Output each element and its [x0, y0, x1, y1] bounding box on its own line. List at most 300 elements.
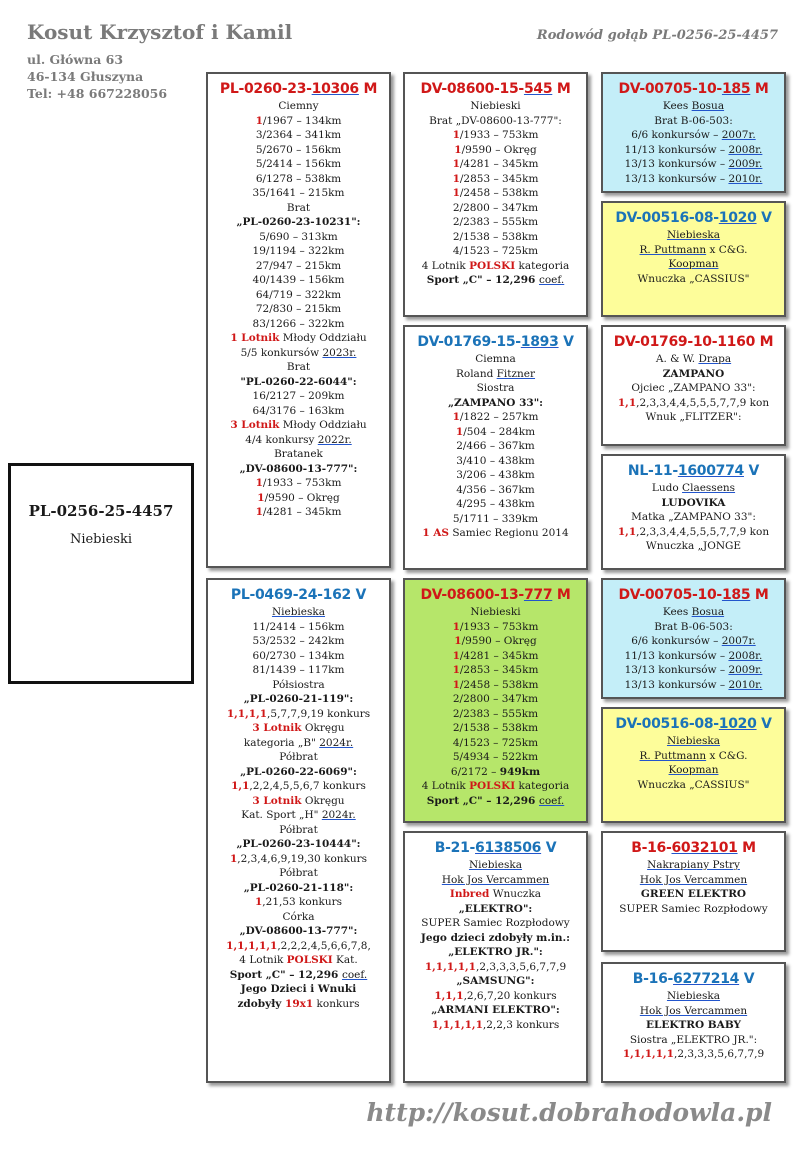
- box-ring: DV-00516-08-1020 V: [615, 210, 772, 226]
- line-segment: 3 Lotnik: [230, 419, 280, 431]
- line-segment: /2458 – 538km: [459, 187, 539, 199]
- line-segment: /1933 – 753km: [459, 620, 539, 633]
- box-ring: DV-00705-10-185 M: [618, 587, 769, 603]
- line-segment: Córka: [282, 910, 315, 923]
- box-line: [208, 157, 389, 172]
- box-line: [208, 331, 389, 346]
- box-line: [405, 497, 586, 512]
- box-ring: PL-0260-23-10306 M: [219, 81, 378, 97]
- line-segment: Matka „ZAMPANO 33":: [631, 511, 756, 523]
- line-segment: Sport „C" – 12,296: [426, 274, 539, 286]
- box-line: [405, 902, 586, 917]
- line-segment: A. & W.: [655, 353, 699, 365]
- box-line: [405, 1003, 586, 1018]
- line-segment: Niebieski: [470, 100, 521, 112]
- line-segment: Brat: [654, 114, 681, 127]
- box-line: [603, 496, 784, 511]
- box-line: [603, 663, 784, 678]
- mm-box: [403, 831, 588, 1083]
- line-segment: 1: [452, 129, 460, 141]
- line-segment: "PL-0260-22-6044":: [240, 375, 357, 388]
- line-segment: 1,1,1: [434, 989, 464, 1002]
- box-line: [208, 259, 389, 274]
- line-segment: /9590 – Okręg: [461, 635, 537, 647]
- box-line: [405, 663, 586, 678]
- line-segment: 53/2532 – 242km: [252, 635, 345, 647]
- box-line: [603, 649, 784, 664]
- line-segment: ,2,2,3 konkurs: [482, 1018, 560, 1031]
- box-line: [603, 272, 784, 287]
- line-segment: 3 Lotnik: [252, 722, 302, 734]
- line-segment: 2/2800 – 347km: [452, 693, 539, 705]
- line-segment: 1 AS: [422, 527, 450, 539]
- box-line: [603, 634, 784, 649]
- line-segment: /1822 – 257km: [459, 411, 539, 423]
- line-segment: 1,1: [617, 525, 637, 538]
- line-segment: 1,1: [231, 780, 250, 792]
- box-line: [208, 375, 389, 390]
- line-segment: kategoria „B": [243, 736, 320, 749]
- line-segment: „DV-08600-13-777":: [239, 462, 358, 475]
- box-line: [405, 974, 586, 989]
- line-segment: 2009r.: [728, 664, 763, 676]
- line-segment: Koopman: [668, 764, 719, 776]
- line-segment: 4/4 konkursy: [245, 433, 318, 446]
- box-line: [603, 678, 784, 693]
- box-line: [208, 620, 389, 635]
- line-segment: kategoria: [515, 259, 570, 272]
- line-segment: 40/1439 – 156km: [252, 274, 345, 286]
- box-line: [208, 939, 389, 954]
- box-line: [405, 634, 586, 649]
- box-ring: DV-01769-15-1893 V: [417, 334, 574, 350]
- line-segment: Wnuczka „JONGE: [645, 540, 742, 552]
- box-line: [208, 881, 389, 896]
- box-line: [405, 352, 586, 367]
- box-line: [405, 201, 586, 216]
- box-line: [208, 418, 389, 433]
- website-link[interactable]: http://kosut.dobrahodowla.pl: [366, 1098, 772, 1127]
- line-segment: 1: [254, 896, 263, 908]
- box-line: [405, 425, 586, 440]
- box-line: [405, 259, 586, 274]
- box-line: [603, 172, 784, 187]
- mfm-box: [601, 707, 786, 823]
- line-segment: ,21,53 konkurs: [262, 896, 343, 908]
- line-segment: 4/356 – 367km: [456, 483, 535, 496]
- line-segment: Kat.: [332, 954, 358, 966]
- box-line: [405, 605, 586, 620]
- line-segment: Okręgu: [301, 722, 345, 734]
- line-segment: /4281 – 345km: [459, 649, 539, 662]
- line-segment: Koopman: [668, 258, 719, 270]
- line-segment: Wnuczka „CASSIUS": [637, 778, 750, 791]
- line-segment: „ZAMPANO 33":: [447, 396, 544, 409]
- box-line: [208, 230, 389, 245]
- box-line: [208, 215, 389, 230]
- box-line: [208, 447, 389, 462]
- line-segment: /1967 – 134km: [262, 114, 342, 127]
- line-segment: Brat: [286, 361, 311, 373]
- line-segment: 5/4934 – 522km: [452, 751, 539, 763]
- line-segment: coef.: [341, 968, 368, 981]
- line-segment: 1: [452, 678, 460, 691]
- box-line: [405, 692, 586, 707]
- box-line: [405, 114, 586, 129]
- box-line: [603, 396, 784, 411]
- line-segment: Jego Dzieci i Wnuki: [240, 983, 357, 995]
- line-segment: 4 Lotnik: [239, 954, 287, 966]
- box-line: [603, 778, 784, 793]
- line-segment: 2024r.: [321, 809, 356, 821]
- line-segment: 2009r.: [728, 158, 763, 170]
- line-segment: „PL-0260-23-10231":: [236, 216, 361, 228]
- line-segment: 2007r.: [721, 129, 756, 141]
- box-line: [405, 916, 586, 931]
- line-segment: 2008r.: [728, 143, 763, 156]
- box-line: [208, 707, 389, 722]
- line-segment: 1: [452, 664, 460, 676]
- box-ring: DV-00516-08-1020 V: [615, 716, 772, 732]
- line-segment: Kees: [662, 100, 692, 112]
- box-line: [603, 858, 784, 873]
- box-line: [405, 873, 586, 888]
- line-segment: ,2,2,2,4,5,6,6,7,8,: [277, 939, 371, 952]
- line-segment: „PL-0260-21-118":: [243, 881, 354, 894]
- line-segment: Siostra: [476, 382, 515, 394]
- line-segment: Claessens: [682, 482, 736, 494]
- line-segment: /4281 – 345km: [262, 506, 342, 518]
- box-line: [405, 99, 586, 114]
- box-line: [208, 866, 389, 881]
- box-line: [405, 887, 586, 902]
- box-line: [405, 721, 586, 736]
- box-line: [405, 779, 586, 794]
- line-segment: „SAMSUNG":: [456, 975, 535, 987]
- box-ring: B-16-6277214 V: [632, 971, 755, 987]
- line-segment: 1,1,1,1,1: [622, 1048, 674, 1060]
- line-segment: 1: [255, 477, 263, 489]
- line-segment: „ELEKTRO":: [458, 902, 533, 915]
- box-line: [405, 230, 586, 245]
- box-line: [603, 749, 784, 764]
- box-line: [405, 794, 586, 809]
- box-line: [208, 808, 389, 823]
- line-segment: Wnuczka „CASSIUS": [637, 272, 750, 285]
- box-line: [208, 346, 389, 361]
- line-segment: 1: [255, 506, 263, 518]
- line-segment: Półbrat: [279, 823, 318, 836]
- line-segment: /2458 – 538km: [459, 678, 539, 691]
- box-line: [208, 186, 389, 201]
- owner-name: Kosut Krzysztof i Kamil: [27, 20, 293, 44]
- mf-box: [403, 578, 588, 823]
- line-segment: ,2,3,3,3,5,6,7,7,9: [475, 960, 567, 973]
- box-line: [208, 433, 389, 448]
- line-segment: 11/13 konkursów –: [624, 649, 729, 662]
- box-line: [208, 634, 389, 649]
- box-line: [208, 302, 389, 317]
- line-segment: 13/13 konkursów –: [624, 158, 729, 170]
- box-line: [603, 873, 784, 888]
- line-segment: ZAMPANO: [662, 367, 725, 380]
- line-segment: 1,1: [617, 396, 637, 409]
- box-line: [405, 396, 586, 411]
- line-segment: ,2,3,3,4,4,5,5,5,7,7,9 kon: [636, 525, 770, 538]
- box-line: [603, 99, 784, 114]
- box-ring: DV-08600-13-777 M: [420, 587, 571, 603]
- box-line: [208, 692, 389, 707]
- line-segment: Bosua: [691, 100, 725, 112]
- box-line: [208, 663, 389, 678]
- box-line: [405, 172, 586, 187]
- line-segment: ,5,7,7,9,19 konkurs: [267, 707, 371, 720]
- line-segment: 6/6 konkursów –: [631, 129, 722, 141]
- box-line: [603, 1047, 784, 1062]
- line-segment: „PL-0260-21-119":: [243, 693, 354, 705]
- line-segment: Ojciec „ZAMPANO 33":: [631, 382, 756, 394]
- line-segment: 1: [255, 114, 263, 127]
- subject-ring: PL-0256-25-4457: [28, 502, 174, 520]
- line-segment: 5/690 – 313km: [259, 230, 338, 243]
- line-segment: 1,1,1,1: [226, 707, 268, 720]
- box-line: [208, 244, 389, 259]
- line-segment: 60/2730 – 134km: [252, 649, 345, 662]
- line-segment: /504 – 284km: [463, 425, 536, 438]
- line-segment: Ciemna: [475, 353, 516, 365]
- line-segment: coef.: [538, 274, 565, 286]
- box-line: [405, 1018, 586, 1033]
- line-segment: 5/2414 – 156km: [255, 158, 342, 170]
- box-line: [405, 526, 586, 541]
- line-segment: Niebieski: [470, 606, 521, 618]
- line-segment: 1: [454, 635, 462, 647]
- line-segment: 2022r.: [317, 433, 352, 446]
- box-line: [208, 794, 389, 809]
- line-segment: GREEN ELEKTRO: [640, 888, 747, 900]
- box-line: [208, 837, 389, 852]
- line-segment: 2024r.: [319, 736, 354, 749]
- box-line: [208, 288, 389, 303]
- line-segment: B-06-503:: [680, 114, 733, 127]
- box-line: [603, 620, 784, 635]
- line-segment: „ARMANI ELEKTRO":: [431, 1004, 560, 1016]
- box-line: [405, 945, 586, 960]
- box-line: [405, 273, 586, 288]
- line-segment: 2010r.: [728, 678, 763, 691]
- line-segment: „PL-0260-22-6069":: [240, 765, 357, 778]
- line-segment: 5/1711 – 339km: [452, 512, 539, 525]
- line-segment: /4281 – 345km: [459, 158, 539, 170]
- line-segment: konkurs: [313, 997, 360, 1010]
- line-segment: 35/1641 – 215km: [252, 187, 345, 199]
- box-line: [208, 852, 389, 867]
- box-ring: DV-08600-15-545 M: [420, 81, 571, 97]
- line-segment: 5/5 konkursów: [240, 346, 323, 359]
- box-line: [405, 381, 586, 396]
- box-line: [405, 215, 586, 230]
- mff-box: [601, 578, 786, 699]
- box-line: [405, 157, 586, 172]
- line-segment: /2853 – 345km: [459, 664, 539, 676]
- line-segment: Sport „C" – 12,296: [426, 794, 539, 807]
- line-segment: 2/2383 – 555km: [452, 216, 539, 228]
- box-line: [405, 367, 586, 382]
- box-ring: DV-00705-10-185 M: [618, 81, 769, 97]
- box-line: [405, 483, 586, 498]
- line-segment: 4 Lotnik: [421, 259, 470, 272]
- line-segment: 5/2670 – 156km: [255, 143, 342, 156]
- line-segment: ,2,3,4,6,9,19,30 konkurs: [237, 852, 368, 865]
- box-line: [405, 410, 586, 425]
- line-segment: 72/830 – 215km: [255, 303, 342, 315]
- line-segment: Samiec Regionu 2014: [449, 527, 569, 539]
- line-segment: SUPER Samiec Rozpłodowy: [619, 902, 768, 915]
- line-segment: Hok Jos Vercammen: [441, 873, 550, 886]
- line-segment: 2/2383 – 555km: [452, 707, 539, 720]
- box-ring: PL-0469-24-162 V: [230, 587, 367, 603]
- line-segment: 1: [452, 411, 460, 423]
- line-segment: x C&G.: [706, 243, 748, 256]
- line-segment: Brat: [286, 201, 311, 214]
- line-segment: 2/1538 – 538km: [452, 722, 539, 734]
- line-segment: Siostra „ELEKTRO JR.":: [629, 1033, 758, 1046]
- line-segment: Roland: [455, 367, 497, 380]
- box-line: [405, 649, 586, 664]
- line-segment: POLSKI: [469, 259, 516, 272]
- line-segment: 2008r.: [728, 649, 763, 662]
- box-line: [208, 649, 389, 664]
- mother-box: [206, 578, 391, 1083]
- box-line: [208, 491, 389, 506]
- box-line: [208, 779, 389, 794]
- line-segment: Brat „DV-08600-13-777":: [429, 114, 562, 127]
- line-segment: Niebieska: [271, 606, 326, 618]
- line-segment: 1,1,1,1,1: [226, 939, 278, 952]
- pedigree-title: Rodowód gołąb PL-0256-25-4457: [536, 28, 778, 43]
- box-ring: B-16-6032101 M: [631, 840, 756, 856]
- box-line: [603, 128, 784, 143]
- line-segment: „DV-08600-13-777":: [239, 925, 358, 937]
- box-line: [405, 736, 586, 751]
- box-line: [603, 887, 784, 902]
- box-line: [208, 982, 389, 997]
- line-segment: /1933 – 753km: [459, 129, 539, 141]
- box-line: [208, 823, 389, 838]
- box-line: [208, 404, 389, 419]
- line-segment: /9590 – Okręg: [264, 491, 340, 504]
- line-segment: 4/1523 – 725km: [452, 245, 539, 257]
- line-segment: Ciemny: [278, 100, 319, 112]
- line-segment: 6/1278 – 538km: [255, 172, 342, 185]
- ff-box: [403, 72, 588, 317]
- line-segment: 16/2127 – 209km: [252, 390, 345, 402]
- box-line: [603, 243, 784, 258]
- line-segment: Fitzner: [496, 367, 536, 380]
- box-line: [208, 273, 389, 288]
- fmf-box: [601, 325, 786, 446]
- line-segment: 1: [454, 143, 462, 156]
- line-segment: 1: [452, 620, 460, 633]
- line-segment: Okręgu: [301, 794, 345, 807]
- line-segment: 2/466 – 367km: [456, 440, 535, 452]
- box-line: [208, 953, 389, 968]
- box-line: [208, 924, 389, 939]
- ffm-box: [601, 201, 786, 317]
- box-line: [208, 317, 389, 332]
- line-segment: Niebieska: [666, 735, 721, 747]
- box-line: [405, 468, 586, 483]
- line-segment: Kat. Sport „H": [241, 809, 322, 821]
- line-segment: 2010r.: [728, 172, 763, 185]
- box-line: [603, 157, 784, 172]
- box-line: [603, 510, 784, 525]
- line-segment: 19x1: [285, 997, 314, 1010]
- box-line: [405, 512, 586, 527]
- box-line: [603, 1004, 784, 1019]
- box-line: [603, 605, 784, 620]
- box-ring: B-21-6138506 V: [434, 840, 557, 856]
- box-ring: NL-11-1600774 V: [627, 463, 760, 479]
- line-segment: 3/206 – 438km: [456, 469, 535, 481]
- box-line: [405, 931, 586, 946]
- box-line: [603, 352, 784, 367]
- box-line: [603, 481, 784, 496]
- subject-color: Niebieski: [69, 532, 133, 547]
- line-segment: 1: [455, 425, 464, 438]
- line-segment: Brat: [654, 620, 681, 633]
- address-street: ul. Główna 63: [27, 52, 124, 67]
- line-segment: Hok Jos Vercammen: [639, 1004, 748, 1017]
- line-segment: ,2,6,7,20 konkurs: [463, 989, 557, 1002]
- line-segment: kategoria: [515, 780, 570, 792]
- box-line: [405, 765, 586, 780]
- mmf-box: [601, 831, 786, 952]
- line-segment: POLSKI: [286, 954, 333, 966]
- box-line: [208, 114, 389, 129]
- line-segment: 11/13 konkursów –: [624, 143, 729, 156]
- box-line: [405, 707, 586, 722]
- fff-box: [601, 72, 786, 193]
- line-segment: 27/947 – 215km: [255, 259, 342, 272]
- line-segment: 1,1,1,1,1: [431, 1018, 483, 1031]
- line-segment: Drapa: [698, 353, 732, 365]
- line-segment: 83/1266 – 322km: [252, 317, 345, 330]
- line-segment: 1 Lotnik: [230, 332, 280, 344]
- box-line: [208, 201, 389, 216]
- line-segment: 6/6 konkursów –: [631, 635, 722, 647]
- box-line: [603, 143, 784, 158]
- box-line: [603, 410, 784, 425]
- box-ring: DV-01769-10-1160 M: [613, 334, 774, 350]
- line-segment: Jego dzieci zdobyły m.in.:: [420, 931, 571, 944]
- box-line: [208, 721, 389, 736]
- box-line: [208, 172, 389, 187]
- line-segment: 4/295 – 438km: [456, 498, 535, 510]
- line-segment: 3/410 – 438km: [456, 454, 535, 467]
- line-segment: ,2,3,3,4,4,5,5,5,7,7,9 kon: [636, 396, 770, 409]
- line-segment: 64/3176 – 163km: [252, 404, 345, 417]
- line-segment: 81/1439 – 117km: [252, 664, 345, 676]
- box-line: [208, 895, 389, 910]
- line-segment: 13/13 konkursów –: [624, 172, 729, 185]
- box-line: [603, 763, 784, 778]
- line-segment: Hok Jos Vercammen: [639, 873, 748, 886]
- line-segment: 1: [452, 649, 460, 662]
- box-line: [405, 439, 586, 454]
- line-segment: Wnuk „FLITZER":: [645, 411, 742, 423]
- line-segment: 2/2800 – 347km: [452, 201, 539, 214]
